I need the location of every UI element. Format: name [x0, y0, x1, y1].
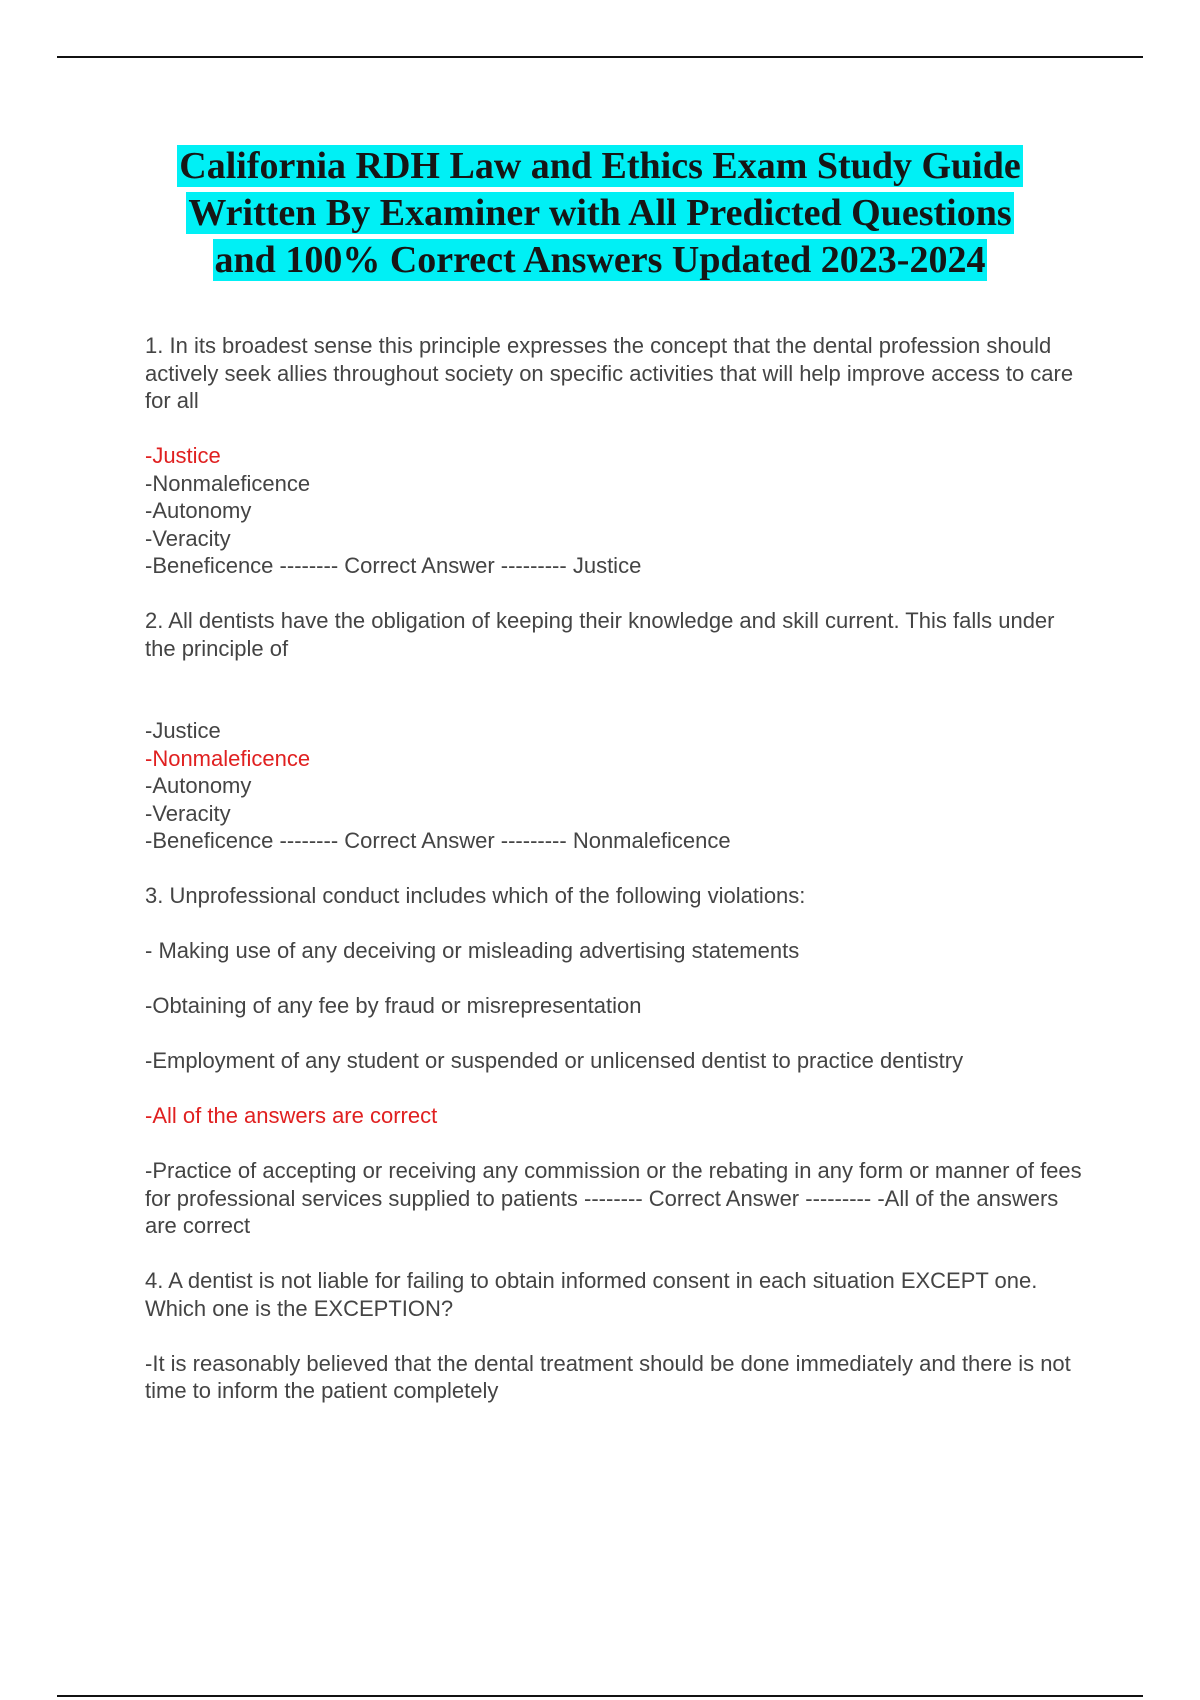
question-1-option-3: -Autonomy	[145, 498, 252, 523]
question-2-answer: Nonmaleficence	[572, 828, 731, 853]
question-2-text: All dentists have the obligation of keeping their knowledge and skill current. This falls under the principle of	[145, 608, 1055, 661]
question-4-option-1: -It is reasonably believed that the dental treatment should be done immediately and there is not time to inform the patient completely	[145, 1350, 1071, 1403]
question-2-option-5: -Beneficence	[145, 828, 274, 853]
question-2-number: 2.	[145, 608, 164, 633]
question-1-answer: Justice	[572, 553, 642, 578]
question-3-option-2: -Obtaining of any fee by fraud or misrepresentation	[145, 993, 642, 1018]
question-3-option-1: - Making use of any deceiving or misleading advertising statements	[145, 938, 800, 963]
question-3-option-4: -All of the answers are correct	[145, 1103, 438, 1128]
top-rule	[57, 56, 1143, 58]
question-4	[145, 1267, 1085, 1405]
question-1-text: In its broadest sense this principle expresses the concept that the dental profession should actively seek allies throughout society on specific activities that will help improve access to care for all	[145, 333, 1074, 413]
question-2-option-1: -Justice	[145, 718, 221, 743]
question-3-answer: -All of the answers are correct	[145, 1185, 1059, 1238]
question-1-option-4: -Veracity	[145, 525, 231, 551]
question-2	[145, 607, 1085, 855]
question-3-correct-label: -------- Correct Answer ---------	[584, 1185, 872, 1211]
title-line-1: California RDH Law and Ethics Exam Study Guide	[179, 145, 1021, 187]
question-1	[145, 332, 1085, 580]
question-4-number: 4.	[145, 1268, 164, 1293]
question-2-option-5-with-answer	[145, 827, 1085, 855]
question-1-prompt	[145, 332, 1085, 415]
question-1-correct-label: -------- Correct Answer ---------	[279, 553, 567, 578]
question-3-option-5: -Practice of accepting or receiving any commission or the rebating in any form or manner of fees for professional services supplied to patients	[145, 1158, 1082, 1211]
question-1-option-5: -Beneficence	[145, 553, 274, 578]
question-3-text: Unprofessional conduct includes which of the following violations:	[169, 883, 806, 908]
question-3-option-5-with-answer	[145, 1157, 1085, 1240]
question-1-option-5-with-answer	[145, 552, 1085, 580]
question-1-option-2: -Nonmaleficence	[145, 470, 311, 496]
question-2-option-4: -Veracity	[145, 800, 231, 826]
bottom-rule	[57, 1695, 1143, 1697]
question-2-correct-label: -------- Correct Answer ---------	[279, 828, 567, 853]
question-2-prompt	[145, 607, 1085, 662]
question-2-option-3: -Autonomy	[145, 773, 252, 798]
question-3-number: 3.	[145, 883, 164, 908]
question-4-prompt	[145, 1267, 1085, 1322]
question-1-option-1: -Justice	[145, 443, 221, 468]
question-3-prompt	[145, 882, 1085, 910]
document-title	[100, 143, 1100, 284]
question-4-text: A dentist is not liable for failing to obtain informed consent in each situation EXCEPT one. Which one is the EXCEPTION?	[145, 1268, 1038, 1321]
question-3	[145, 882, 1085, 1240]
question-list	[145, 332, 1085, 1405]
question-2-option-2: -Nonmaleficence	[145, 745, 311, 771]
question-3-option-3: -Employment of any student or suspended or unlicensed dentist to practice dentistry	[145, 1048, 964, 1073]
question-1-number: 1.	[145, 333, 164, 358]
title-line-2: Written By Examiner with All Predicted Questions	[188, 192, 1012, 234]
title-line-3: and 100% Correct Answers Updated 2023-2024	[214, 239, 986, 281]
